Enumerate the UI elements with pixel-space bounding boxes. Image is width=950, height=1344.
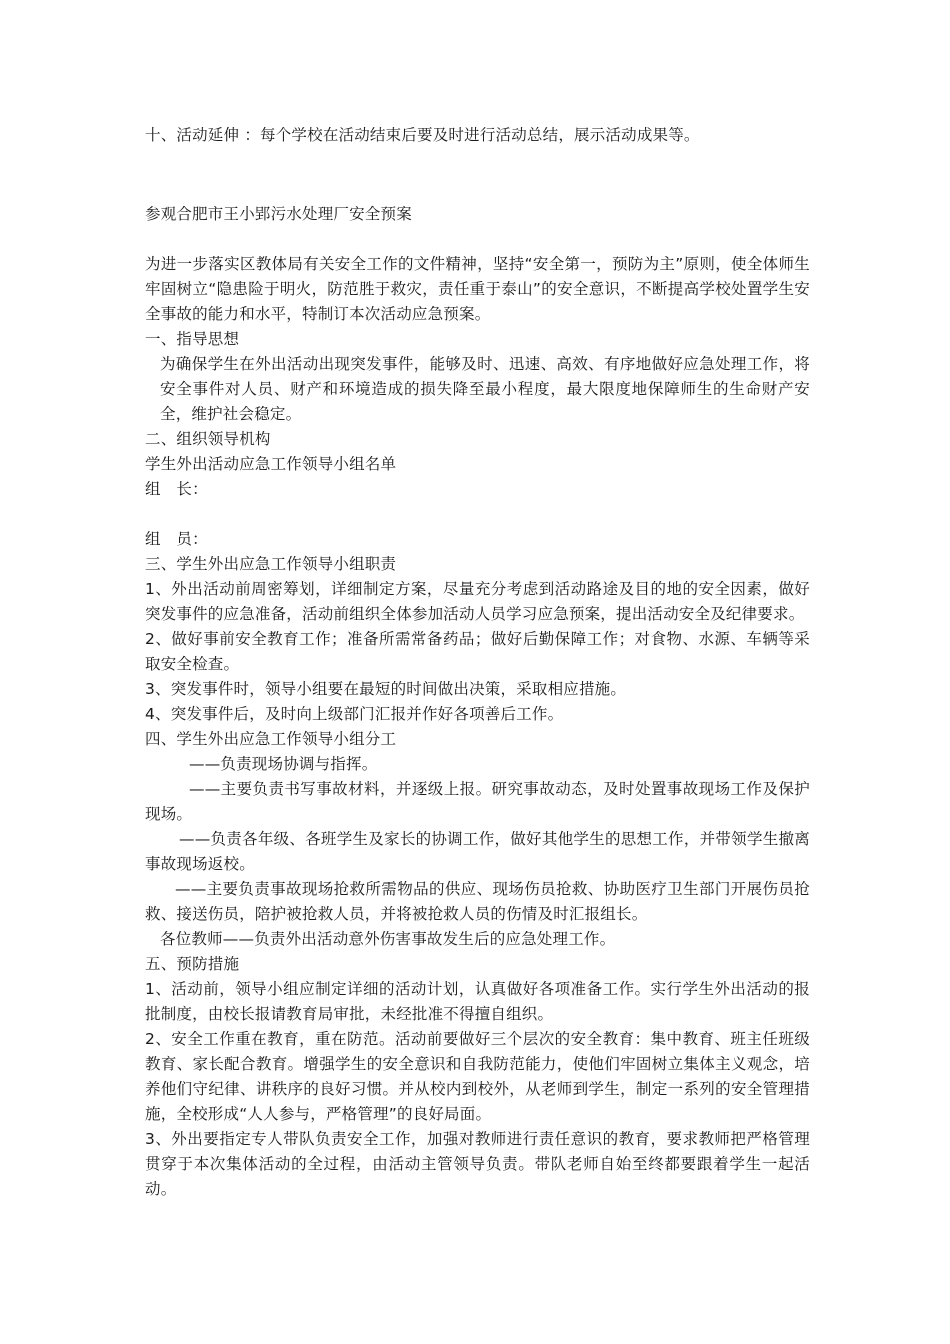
section-1-heading: 一、指导思想 bbox=[145, 330, 240, 348]
section-5-heading: 五、预防措施 bbox=[145, 955, 240, 973]
section-4-duty-2 bbox=[145, 777, 810, 827]
section-4-duty-1: ——负责现场协调与指挥。 bbox=[189, 755, 378, 773]
section-4-teachers: 各位教师——负责外出活动意外伤害事故发生后的应急处理工作。 bbox=[160, 930, 616, 948]
section-4-heading: 四、学生外出应急工作领导小组分工 bbox=[145, 730, 397, 748]
section-1-body: 为确保学生在外出活动出现突发事件，能够及时、迅速、高效、有序地做好应急处理工作，将安全事件对人员、财产和环境造成的损失降至最小程度，最大限度地保障师生的生命财产安全，维护社会稳定。 bbox=[160, 355, 810, 423]
section-3-item-3: 3、突发事件时，领导小组要在最短的时间做出决策，采取相应措施。 bbox=[145, 680, 627, 698]
section-3-heading: 三、学生外出应急工作领导小组职责 bbox=[145, 555, 397, 573]
section-4-duty-3-text: ——负责各年级、各班学生及家长的协调工作，做好其他学生的思想工作，并带领学生撤离事故现场返校。 bbox=[145, 830, 810, 873]
section-4-duty-4 bbox=[145, 877, 810, 927]
section-4-duty-2-text: ——主要负责书写事故材料，并逐级上报。研究事故动态，及时处置事故现场工作及保护现场。 bbox=[145, 780, 810, 823]
leader-label: 组 长： bbox=[145, 480, 208, 498]
intro-paragraph: 为进一步落实区教体局有关安全工作的文件精神，坚持“安全第一，预防为主”原则，使全体师生牢固树立“隐患险于明火，防范胜于救灾，责任重于泰山”的安全意识，不断提高学校处置学生安全事故的能力和水平，特制订本次活动应急预案。 bbox=[145, 255, 810, 323]
document-title: 参观合肥市王小郢污水处理厂安全预案 bbox=[145, 205, 412, 223]
spacer bbox=[145, 502, 810, 527]
members-label: 组 员： bbox=[145, 530, 208, 548]
document-body bbox=[145, 252, 810, 1202]
section-3-item-2: 2、做好事前安全教育工作；准备所需常备药品；做好后勤保障工作；对食物、水源、车辆等采取安全检查。 bbox=[145, 630, 810, 673]
document-title-block bbox=[145, 202, 810, 227]
section-2-heading: 二、组织领导机构 bbox=[145, 430, 271, 448]
section-2-list-title: 学生外出活动应急工作领导小组名单 bbox=[145, 455, 397, 473]
activity-extension-text: 十、活动延伸 ：每个学校在活动结束后要及时进行活动总结，展示活动成果等。 bbox=[145, 126, 700, 144]
section-3-item-1: 1、外出活动前周密筹划，详细制定方案，尽量充分考虑到活动路途及目的地的安全因素，做好突发事件的应急准备，活动前组织全体参加活动人员学习应急预案，提出活动安全及纪律要求。 bbox=[145, 580, 810, 623]
activity-extension-line bbox=[145, 123, 810, 148]
section-5-item-1: 1、活动前，领导小组应制定详细的活动计划，认真做好各项准备工作。实行学生外出活动的报批制度，由校长报请教育局审批，未经批准不得擅自组织。 bbox=[145, 980, 810, 1023]
section-4-duty-4-text: ——主要负责事故现场抢救所需物品的供应、现场伤员抢救、协助医疗卫生部门开展伤员抢救、接送伤员，陪护被抢救人员，并将被抢救人员的伤情及时汇报组长。 bbox=[145, 880, 810, 923]
section-3-item-4: 4、突发事件后，及时向上级部门汇报并作好各项善后工作。 bbox=[145, 705, 564, 723]
section-5-item-3: 3、外出要指定专人带队负责安全工作，加强对教师进行责任意识的教育，要求教师把严格管理贯穿于本次集体活动的全过程，由活动主管领导负责。带队老师自始至终都要跟着学生一起活动。 bbox=[145, 1130, 810, 1198]
section-4-duty-3 bbox=[145, 827, 810, 877]
section-5-item-2: 2、安全工作重在教育，重在防范。活动前要做好三个层次的安全教育：集中教育、班主任班级教育、家长配合教育。增强学生的安全意识和自我防范能力，使他们牢固树立集体主义观念，培养他们守纪律、讲秩序的良好习惯。并从校内到校外，从老师到学生，制定一系列的安全管理措施，全校形成“人人参与，严格管理”的良好局面。 bbox=[145, 1030, 810, 1123]
